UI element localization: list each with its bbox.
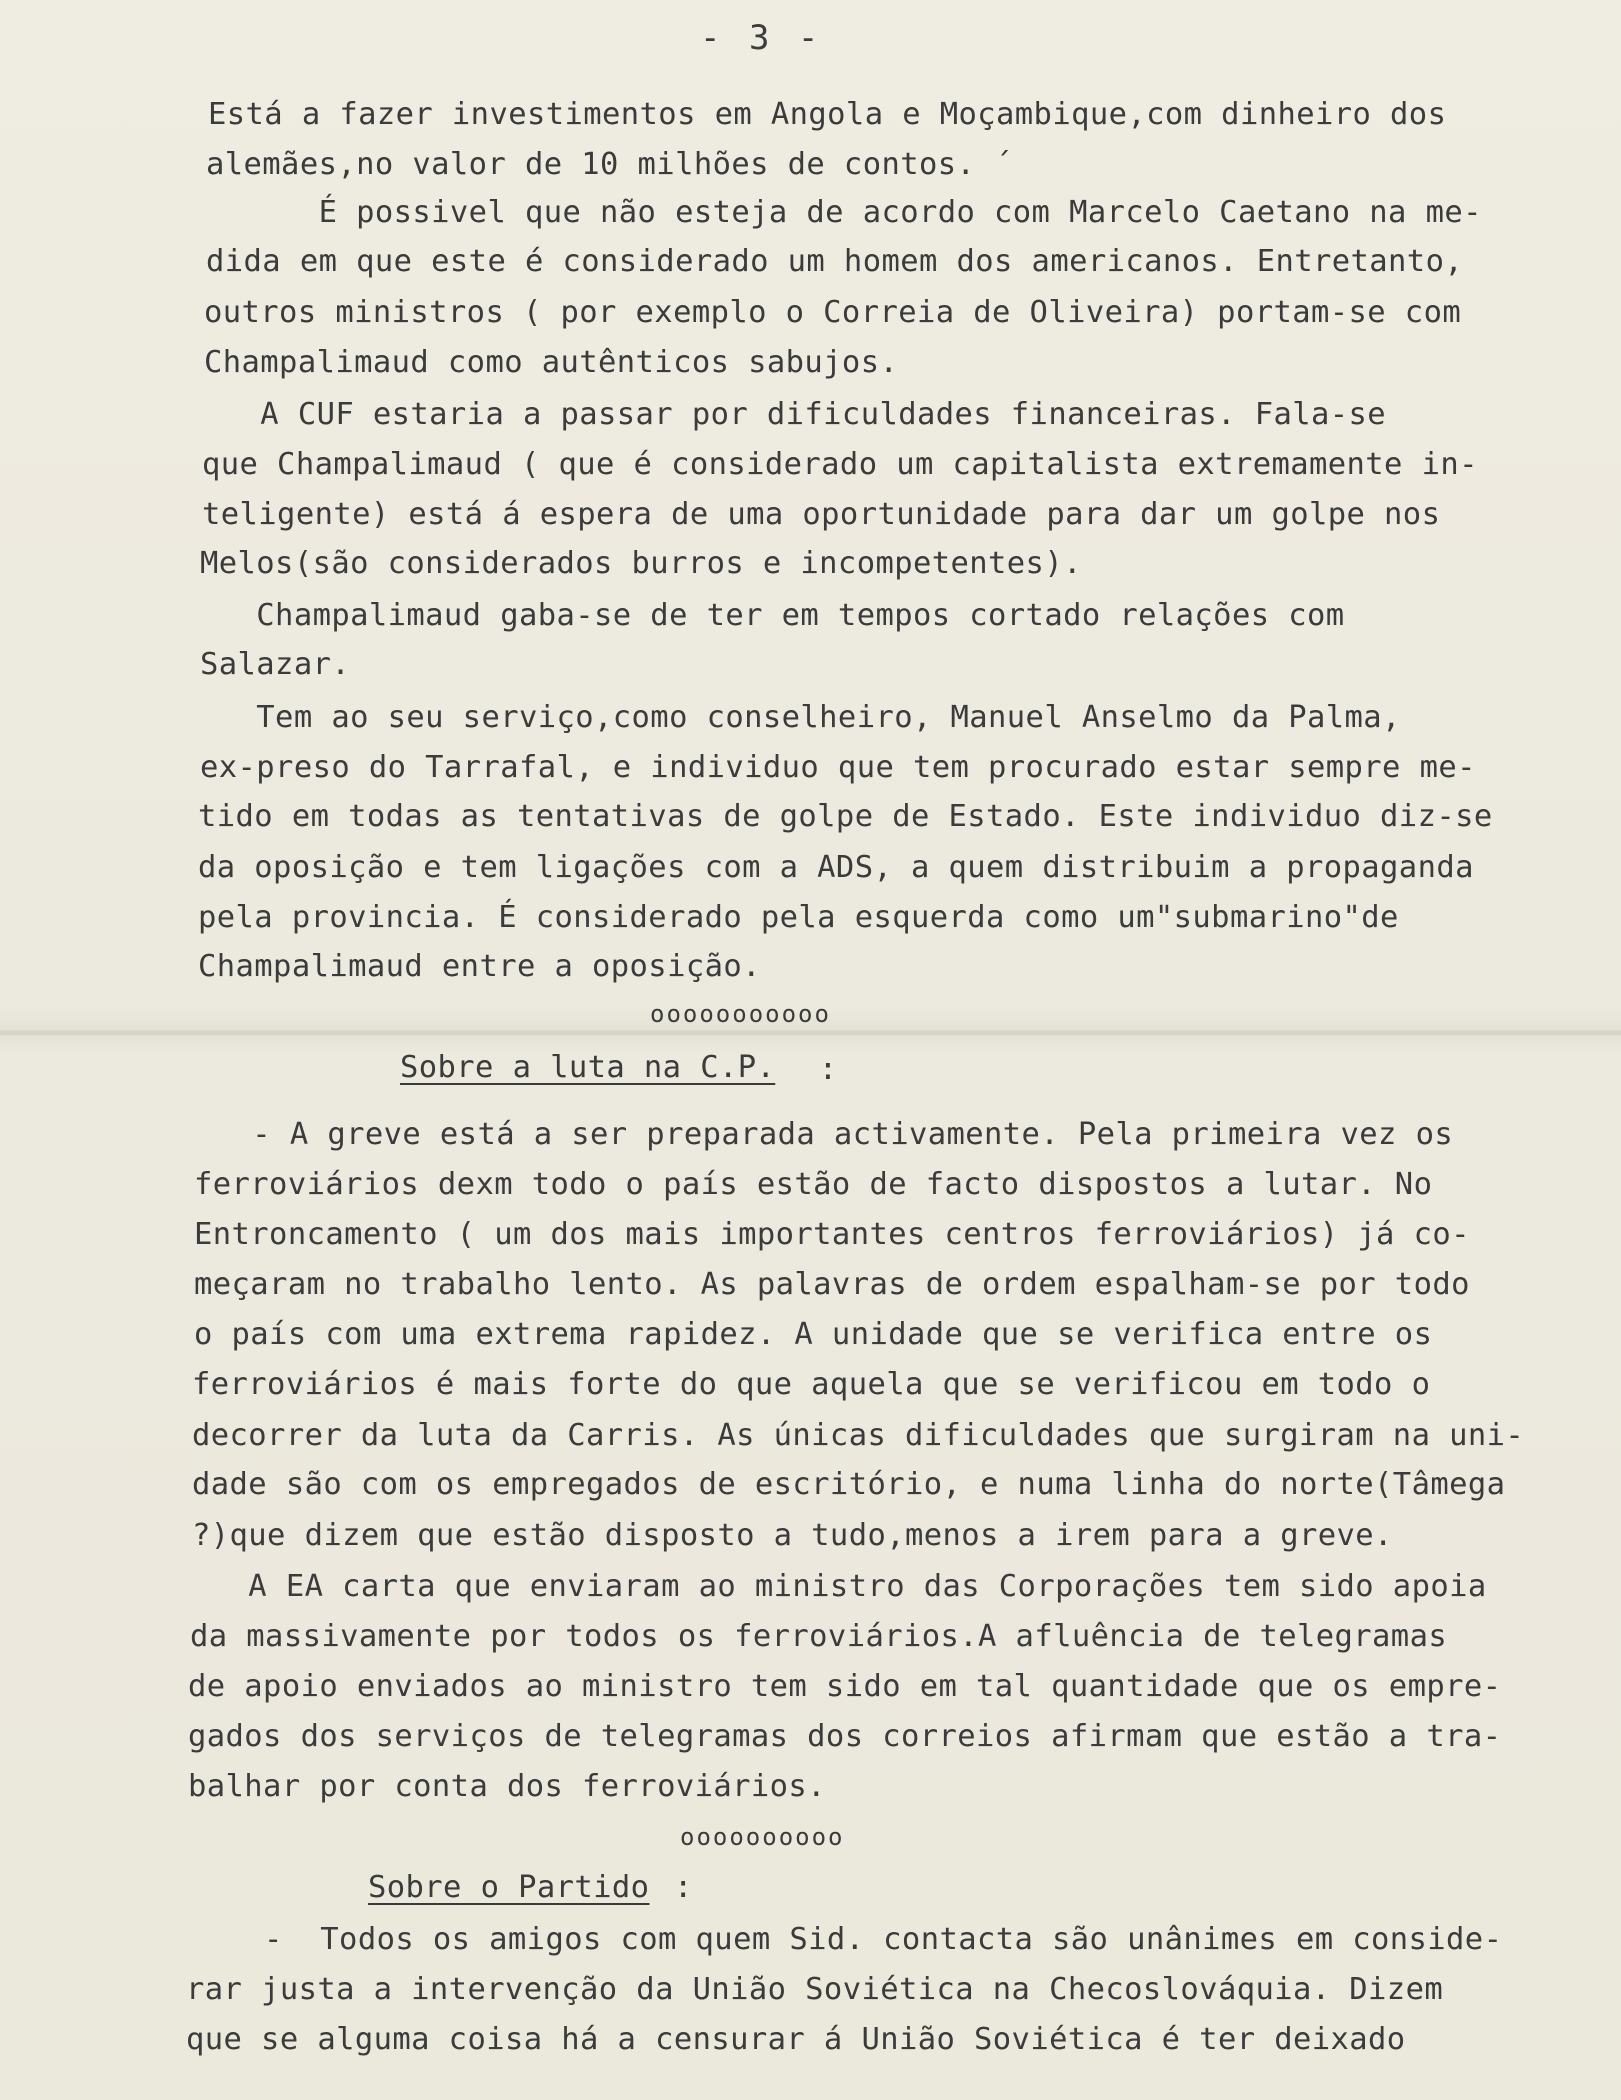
text-line: Champalimaud gaba-se de ter em tempos cortado relações com (200, 598, 1345, 633)
text-line: dade são com os empregados de escritório, e numa linha do norte(Tâmega (192, 1467, 1506, 1502)
text-line: outros ministros ( por exemplo o Correia de Oliveira) portam-se com (204, 295, 1462, 330)
text-line: ?)que dizem que estão disposto a tudo,menos a irem para a greve. (192, 1518, 1393, 1553)
text-line: ex-preso do Tarrafal, e individuo que tem procurado estar sempre me- (200, 750, 1476, 785)
text-line: A CUF estaria a passar por dificuldades financeiras. Fala-se (204, 397, 1387, 432)
paper-fold-crease (0, 1030, 1621, 1036)
text-line: tido em todas as tentativas de golpe de Estado. Este individuo diz-se (198, 799, 1493, 834)
section-heading-partido: Sobre o Partido (368, 1870, 650, 1905)
text-line: alemães,no valor de 10 milhões de contos. ´ (206, 147, 1013, 182)
text-line: Champalimaud entre a oposição. (198, 949, 761, 984)
text-line: teligente) está á espera de uma oportunidade para dar um golpe nos (202, 497, 1441, 532)
text-line: - A greve está a ser preparada activamente. Pela primeira vez os (196, 1117, 1454, 1152)
heading-colon: : (674, 1870, 693, 1905)
text-line: Está a fazer investimentos em Angola e Moçambique,com dinheiro dos (208, 97, 1447, 132)
section-separator: ooooooooooo (650, 1000, 831, 1028)
text-line: da oposição e tem ligações com a ADS, a quem distribuim a propaganda (198, 850, 1474, 885)
text-line: dida em que este é considerado um homem dos americanos. Entretanto, (206, 244, 1464, 279)
text-line: É possivel que não esteja de acordo com Marcelo Caetano na me- (206, 195, 1482, 230)
text-line: ferroviários é mais forte do que aquela que se verificou em todo o (192, 1367, 1431, 1402)
text-line: ferroviários dexm todo o país estão de facto dispostos a lutar. No (194, 1167, 1433, 1202)
text-line: Entroncamento ( um dos mais importantes centros ferroviários) já co- (194, 1217, 1470, 1252)
text-line: o país com uma extrema rapidez. A unidade que se verifica entre os (194, 1317, 1433, 1352)
text-line: pela provincia. É considerado pela esquerda como um"submarino"de (198, 900, 1399, 935)
text-line: Salazar. (200, 647, 351, 682)
text-line: que se alguma coisa há a censurar á União Soviética é ter deixado (186, 2022, 1406, 2057)
text-line: da massivamente por todos os ferroviários.A afluência de telegramas (190, 1619, 1448, 1654)
section-heading-cp: Sobre a luta na C.P. (400, 1050, 776, 1085)
text-line: - Todos os amigos com quem Sid. contacta são unânimes em conside- (264, 1922, 1503, 1957)
text-line: que Champalimaud ( que é considerado um capitalista extremamente in- (202, 447, 1478, 482)
text-line: de apoio enviados ao ministro tem sido em tal quantidade que os empre- (188, 1669, 1502, 1704)
text-line: meçaram no trabalho lento. As palavras de ordem espalham-se por todo (194, 1267, 1470, 1302)
heading-colon: : (800, 1052, 838, 1087)
text-line: balhar por conta dos ferroviários. (188, 1769, 826, 1804)
text-line: gados dos serviços de telegramas dos correios afirmam que estão a tra- (188, 1719, 1502, 1754)
page-number: - 3 - (700, 18, 823, 58)
section-separator: oooooooooo (680, 1823, 845, 1851)
text-line: Champalimaud como autênticos sabujos. (204, 345, 899, 380)
text-line: rar justa a intervenção da União Soviética na Checoslováquia. Dizem (186, 1972, 1444, 2007)
text-line: Melos(são considerados burros e incompetentes). (200, 546, 1082, 581)
text-line: Tem ao seu serviço,como conselheiro, Manuel Anselmo da Palma, (200, 700, 1401, 735)
text-line: decorrer da luta da Carris. As únicas dificuldades que surgiram na uni- (192, 1418, 1525, 1453)
text-line: A EA carta que enviaram ao ministro das Corporações tem sido apoia (192, 1569, 1487, 1604)
